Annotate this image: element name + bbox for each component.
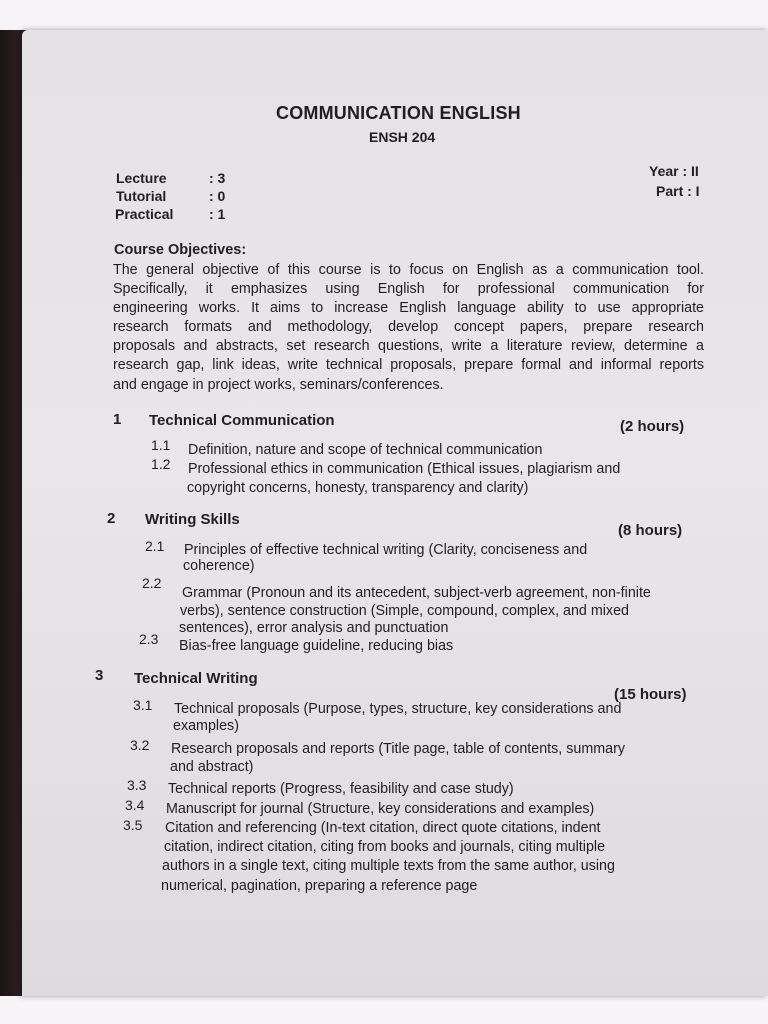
section-hours: (15 hours) <box>614 686 687 703</box>
item-text: copyright concerns, honesty, transparency and clarity) <box>187 480 529 496</box>
item-text: verbs), sentence construction (Simple, compound, complex, and mixed <box>180 603 629 619</box>
year-label: Year : II <box>649 163 699 179</box>
item-text: examples) <box>173 718 239 734</box>
objectives-line: engineering works. It aims to increase English language ability to use appropriate <box>113 300 704 317</box>
objectives-line: and engage in project works, seminars/conferences. <box>113 376 444 393</box>
item-number: 2.2 <box>142 575 162 591</box>
objectives-paragraph <box>113 261 704 395</box>
item-number: 2.3 <box>139 631 159 647</box>
section-hours: (2 hours) <box>620 418 685 435</box>
section-number: 1 <box>113 411 122 428</box>
part-label: Part : I <box>656 183 700 199</box>
item-text: Definition, nature and scope of technical communication <box>188 442 543 458</box>
item-number: 2.1 <box>145 538 165 554</box>
item-number: 1.1 <box>151 437 171 453</box>
document-title: COMMUNICATION ENGLISH <box>276 103 521 123</box>
item-text: Citation and referencing (In-text citation, direct quote citations, indent <box>165 820 601 836</box>
item-text: Professional ethics in communication (Ethical issues, plagiarism and <box>188 461 621 477</box>
item-text: Research proposals and reports (Title page, table of contents, summary <box>171 741 626 757</box>
item-text: Manuscript for journal (Structure, key considerations and examples) <box>166 801 595 817</box>
tutorial-label: Tutorial <box>116 188 167 204</box>
objectives-line: research gap, link ideas, write technical proposals, prepare formal and informal reports <box>113 357 704 374</box>
section-title: Technical Writing <box>134 670 258 687</box>
section-title: Technical Communication <box>149 412 335 429</box>
tutorial-value: : 0 <box>209 188 226 204</box>
item-number: 3.4 <box>125 797 145 813</box>
item-text: Technical proposals (Purpose, types, structure, key considerations and <box>174 701 622 717</box>
item-text: Bias-free language guideline, reducing bias <box>179 638 454 654</box>
objectives-line: The general objective of this course is to focus on English as a communication tool. <box>113 262 704 278</box>
practical-label: Practical <box>115 206 174 222</box>
item-text: Technical reports (Progress, feasibility and case study) <box>168 781 514 797</box>
section-number: 2 <box>107 510 116 527</box>
item-number: 3.5 <box>123 817 143 833</box>
item-text: Grammar (Pronoun and its antecedent, subject-verb agreement, non-finite <box>182 585 651 601</box>
item-text: authors in a single text, citing multiple texts from the same author, using <box>162 858 615 874</box>
item-text: and abstract) <box>170 759 254 775</box>
section-title: Writing Skills <box>145 511 240 528</box>
lecture-label: Lecture <box>116 170 167 186</box>
objectives-line: research formats and methodology, develop concept papers, prepare research <box>113 319 704 336</box>
objectives-line: Specifically, it emphasizes using English for professional communication for <box>113 281 704 298</box>
item-text: coherence) <box>183 558 255 574</box>
section-hours: (8 hours) <box>618 522 683 539</box>
objectives-line: proposals and abstracts, set research questions, write a literature review, determine a <box>113 338 704 355</box>
item-number: 3.2 <box>130 737 150 753</box>
item-number: 3.3 <box>127 777 147 793</box>
objectives-heading: Course Objectives: <box>114 242 247 258</box>
practical-value: : 1 <box>209 206 226 222</box>
item-text: numerical, pagination, preparing a reference page <box>161 878 478 894</box>
item-text: sentences), error analysis and punctuation <box>179 620 449 636</box>
item-number: 3.1 <box>133 697 153 713</box>
item-text: Principles of effective technical writing (Clarity, conciseness and <box>184 542 588 558</box>
item-number: 1.2 <box>151 456 171 472</box>
lecture-value: : 3 <box>209 170 226 186</box>
section-number: 3 <box>95 667 104 684</box>
course-code: ENSH 204 <box>369 129 436 145</box>
item-text: citation, indirect citation, citing from books and journals, citing multiple <box>164 839 606 855</box>
